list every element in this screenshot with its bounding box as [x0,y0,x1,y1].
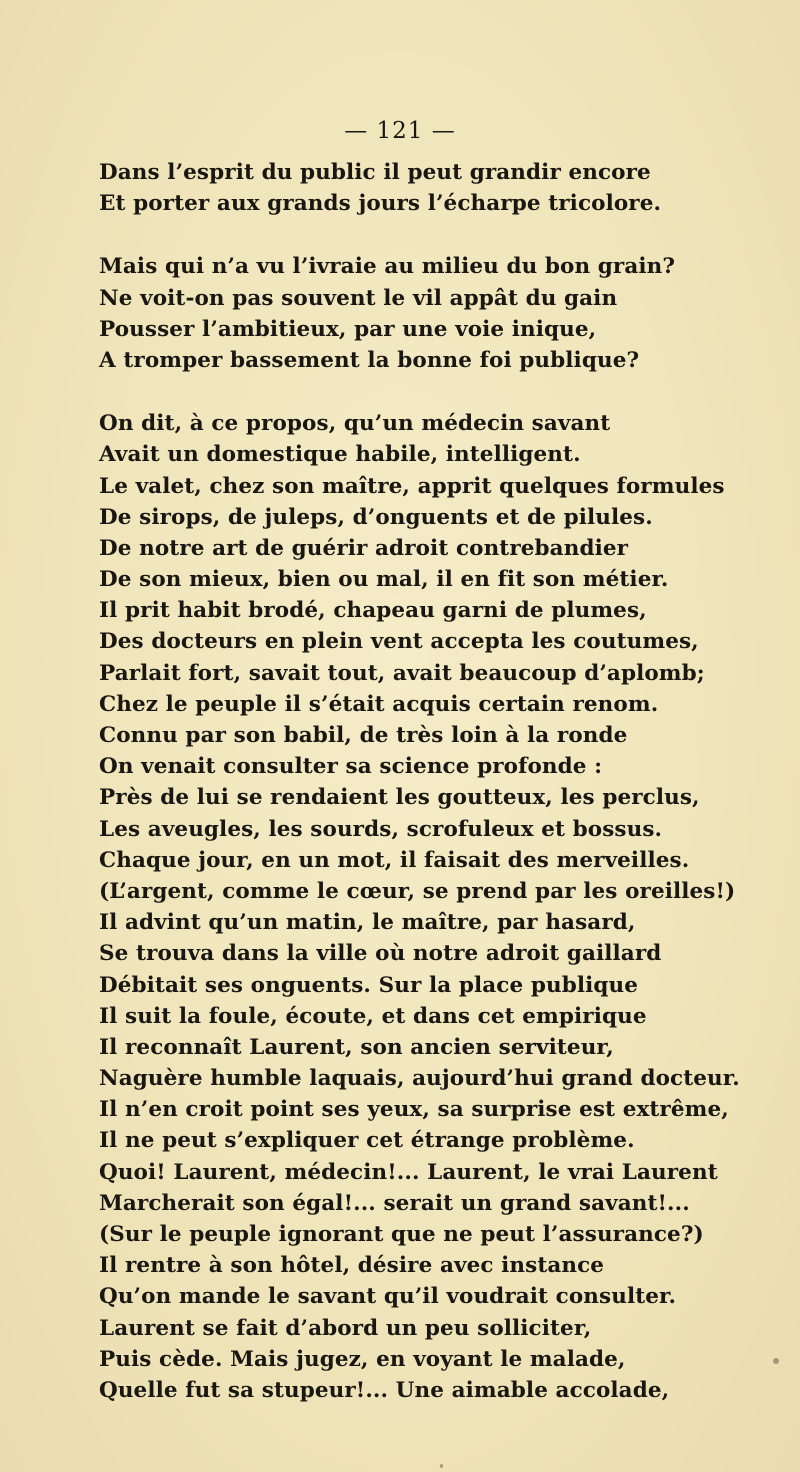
verse-line: (Sur le peuple ignorant que ne peut l’assurance?) [99,1222,704,1247]
verse-line: Il n’en croit point ses yeux, sa surprise est extrême, [99,1097,729,1123]
verse-line: On venait consulter sa science profonde : [99,754,603,780]
verse-line: Puis cède. Mais jugez, en voyant le malade, [99,1346,626,1372]
verse-line: A tromper bassement la bonne foi publique? [99,347,640,373]
page-number: — 121 — [344,118,456,144]
verse-line: Quoi! Laurent, médecin!... Laurent, le vrai Laurent [99,1159,718,1185]
verse-line: Quelle fut sa stupeur!... Une aimable accolade, [99,1377,670,1403]
verse-line: Et porter aux grands jours l’écharpe tricolore. [99,191,662,217]
verse-line: Près de lui se rendaient les goutteux, les perclus, [99,785,700,811]
paper-speck [440,1464,443,1468]
verse-line: Il reconnaît Laurent, son ancien serviteur, [99,1034,614,1060]
verse-line: Connu par son babil, de très loin à la ronde [99,723,628,748]
verse-line: Il ne peut s’expliquer cet étrange problème. [99,1128,635,1154]
verse-line: Chez le peuple il s’était acquis certain renom. [99,691,659,717]
verse-line: Les aveugles, les sourds, scrofuleux et bossus. [99,816,663,842]
stanza [99,251,739,376]
verse-line: Mais qui n’a vu l’ivraie au milieu du bon grain? [99,254,676,280]
verse-line: Marcherait son égal!... serait un grand savant!... [99,1190,690,1216]
verse-line: Naguère humble laquais, aujourd’hui grand docteur. [99,1066,740,1092]
verse-line: De son mieux, bien ou mal, il en fit son métier. [99,567,669,593]
verse-line: On dit, à ce propos, qu’un médecin savant [99,411,611,437]
verse-line: Il suit la foule, écoute, et dans cet empirique [99,1003,647,1029]
poem-text [99,157,739,1406]
verse-line: Pousser l’ambitieux, par une voie inique, [99,316,597,342]
verse-line: Ne voit-on pas souvent le vil appât du gain [99,285,618,311]
verse-line: Chaque jour, en un mot, il faisait des merveilles. [99,847,690,873]
verse-line: Des docteurs en plein vent accepta les coutumes, [99,629,699,655]
verse-line: Laurent se fait d’abord un peu solliciter, [99,1315,592,1341]
verse-line: Se trouva dans la ville où notre adroit gaillard [99,941,662,967]
verse-line: Il prit habit brodé, chapeau garni de plumes, [99,598,647,624]
verse-line: Avait un domestique habile, intelligent. [99,442,581,468]
verse-line: Débitait ses onguents. Sur la place publique [99,972,639,998]
verse-line: De notre art de guérir adroit contrebandier [99,535,629,561]
paper-speck [773,1358,779,1364]
verse-line: Il advint qu’un matin, le maître, par hasard, [99,910,636,936]
verse-line: Qu’on mande le savant qu’il voudrait consulter. [99,1284,677,1310]
verse-line: De sirops, de juleps, d’onguents et de pilules. [99,504,653,530]
verse-line: (L’argent, comme le cœur, se prend par les oreilles!) [99,878,736,904]
stanza [99,408,739,1406]
verse-line: Dans l’esprit du public il peut grandir encore [99,160,651,185]
verse-line: Le valet, chez son maître, apprit quelques formules [99,473,725,499]
verse-line: Parlait fort, savait tout, avait beaucoup d’aplomb; [99,660,705,686]
verse-line: Il rentre à son hôtel, désire avec instance [99,1253,605,1279]
stanza [99,157,739,219]
